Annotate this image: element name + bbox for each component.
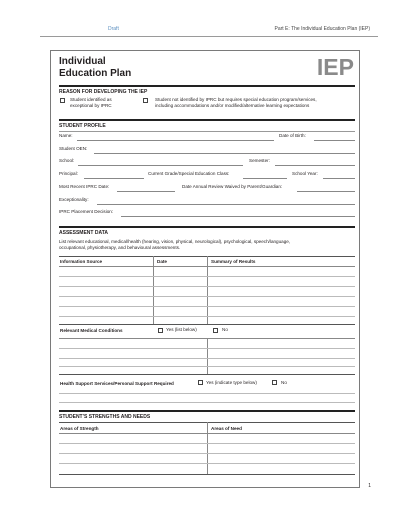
table-row[interactable] [59,453,355,454]
name-field[interactable] [77,140,274,141]
table-row[interactable] [59,348,355,349]
iep-logo: IEP [316,54,354,80]
table-row[interactable] [59,366,355,367]
reason-option2-label: Student not identified by IPRC but requires special education program/services, including accommodations and/or modified/alternative learning expectations [155,97,317,108]
table-row[interactable] [59,316,355,317]
placement-label: IPRC Placement Decision: [59,209,114,214]
review-waived-label: Date Annual Review Waived by Parent/Guardian: [182,184,283,189]
principal-label: Principal: [59,171,78,176]
header-divider [40,36,378,37]
oen-field[interactable] [94,153,355,154]
table-row[interactable] [59,443,355,444]
profile-heading: STUDENT PROFILE [59,123,106,129]
assessment-table-bottom [59,324,355,325]
medical-no-label: No [222,327,228,332]
strengths-col-divider [207,422,208,474]
section-divider [59,119,355,121]
school-year-label: School Year: [292,171,318,176]
col-areas-of-strength: Areas of Strength [60,426,99,431]
principal-field[interactable] [84,178,144,179]
medical-conditions-label: Relevant Medical Conditions [60,328,123,333]
school-year-field[interactable] [323,178,355,179]
dob-field[interactable] [314,140,355,141]
medical-bottom-rule [59,374,355,375]
draft-label: Draft [108,26,119,32]
health-no-checkbox[interactable] [272,380,277,385]
ipr-date-label: Most Recent IPRC Date: [59,184,110,189]
reason-option1-label: Student identified as exceptional by IPRC [70,97,112,108]
col-information-source: Information Source [60,259,103,264]
strengths-heading: STUDENT’S STRENGTHS AND NEEDS [59,414,151,420]
school-field[interactable] [78,165,243,166]
school-label: School: [59,158,75,163]
semester-field[interactable] [275,165,355,166]
profile-rule [59,131,355,132]
assessment-heading: ASSESSMENT DATA [59,230,108,236]
placement-field[interactable] [121,216,355,217]
table-row[interactable] [59,276,355,277]
medical-col-divider [207,338,208,374]
reason-heading: REASON FOR DEVELOPING THE IEP [59,89,148,95]
exceptionality-field[interactable] [97,204,355,205]
section-divider [59,226,355,228]
oen-label: Student OEN: [59,146,88,151]
assessment-col-divider [207,256,208,324]
section-title: Part E: The Individual Education Plan (IEP) [274,26,370,32]
table-row[interactable] [59,296,355,297]
table-row[interactable] [59,463,355,464]
col-areas-of-need: Areas of Need [211,426,242,431]
medical-yes-label: Yes (list below) [166,327,197,332]
page-number: 1 [368,483,371,489]
grade-label: Current Grade/Special Education Class: [148,171,230,176]
table-row[interactable] [59,306,355,307]
ipr-date-field[interactable] [117,191,175,192]
health-row[interactable] [59,393,355,394]
health-no-label: No [281,380,287,385]
health-yes-checkbox[interactable] [198,380,203,385]
table-row[interactable] [59,358,355,359]
health-support-label: Health Support Services/Personal Support Required [60,381,174,386]
col-summary: Summary of Results [211,259,256,264]
medical-yes-checkbox[interactable] [158,328,163,333]
section-divider [59,85,355,87]
section-divider [59,410,355,412]
strengths-table-bottom [59,474,355,475]
col-date: Date [157,259,167,264]
medical-no-checkbox[interactable] [213,328,218,333]
name-label: Name: [59,133,73,138]
health-yes-label: Yes (indicate type below) [206,380,257,385]
form-title: Individual Education Plan [59,56,132,79]
reason-option1-checkbox[interactable] [60,98,65,103]
reason-option2-checkbox[interactable] [143,98,148,103]
grade-field[interactable] [243,178,287,179]
exceptionality-label: Exceptionality: [59,197,89,202]
assessment-col-divider [153,256,154,324]
assessment-description: List relevant educational, medical/health (hearing, vision, physical, neurological), psychological, speech/language, occupational, physiotherapy, and behavioural assessments. [59,239,291,250]
review-waived-field[interactable] [297,191,355,192]
dob-label: Date of Birth: [279,133,306,138]
semester-label: Semester: [249,158,270,163]
health-row[interactable] [59,402,355,403]
table-row[interactable] [59,286,355,287]
